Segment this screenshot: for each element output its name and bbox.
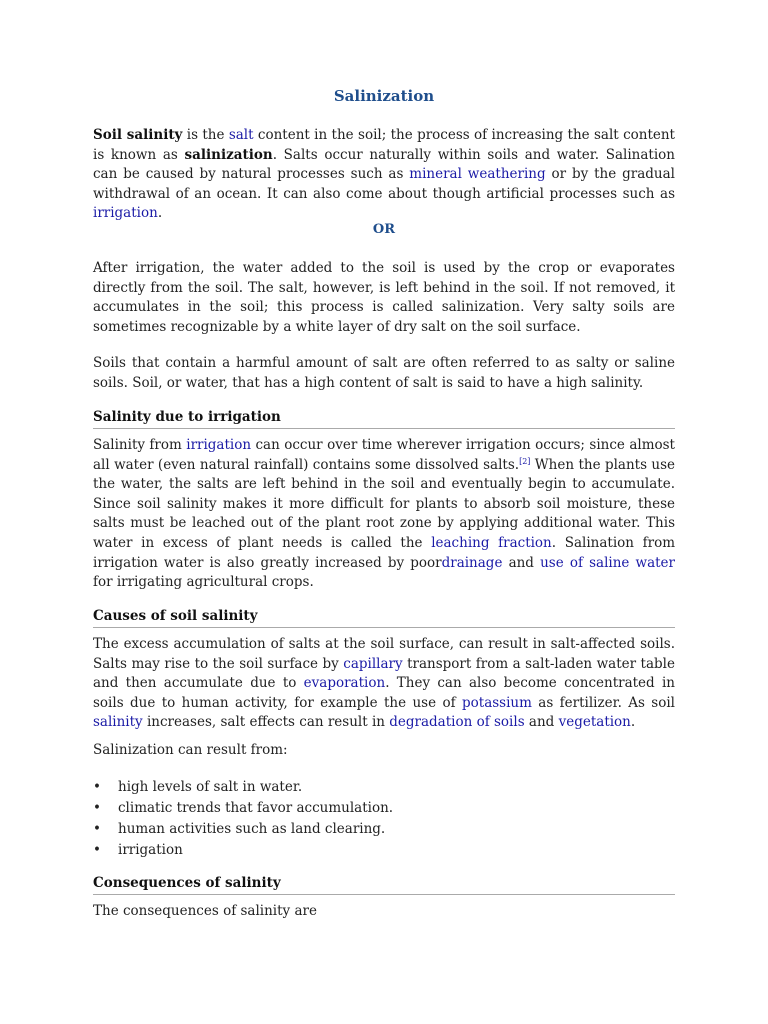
link-irrigation[interactable]: irrigation	[186, 437, 252, 453]
link-mineral-weathering[interactable]: mineral weathering	[409, 166, 546, 183]
link-capillary[interactable]: capillary	[343, 655, 403, 672]
irrigation-text: When the plants use the water, the salts are left behind in the soil and eventually begin to accumulate. Since soil salinity makes it more difficult for plants to absorb soil moisture, these salts must be leached out of the plant root zone by applying additional water. This water in excess of plant needs is called the	[93, 456, 676, 551]
link-salt[interactable]: salt	[228, 127, 254, 143]
link-leaching-fraction[interactable]: leaching fraction	[431, 534, 552, 551]
list-item: • irrigation	[93, 841, 393, 862]
reference-link[interactable]: [2]	[519, 456, 531, 466]
heading-consequences: Consequences of salinity	[93, 874, 675, 895]
link-saline-water[interactable]: use of saline water	[540, 554, 675, 571]
link-irrigation[interactable]: irrigation	[93, 205, 158, 222]
link-drainage[interactable]: drainage	[441, 554, 503, 571]
irrigation-text: Salinity from	[93, 437, 187, 453]
irrigation-text: for irrigating agricultural crops.	[93, 574, 314, 591]
intro-text: or by the gradual withdrawal of an ocean. It can also come about though artificial processes such as	[93, 166, 675, 202]
list-item: • human activities such as land clearing.	[93, 820, 393, 841]
irrigation-paragraph	[93, 436, 675, 593]
link-vegetation[interactable]: vegetation	[558, 714, 631, 731]
link-salinity[interactable]: salinity	[93, 714, 143, 731]
page-title: Salinization	[333, 87, 435, 105]
link-evaporation[interactable]: evaporation	[303, 675, 386, 692]
or-separator: OR	[372, 222, 396, 237]
causes-text: .	[630, 714, 636, 731]
intro-text: .	[157, 205, 163, 222]
causes-text: as fertilizer. As soil	[531, 694, 676, 711]
result-intro: Salinization can result from:	[93, 742, 288, 758]
term-salinization: salinization	[184, 146, 273, 163]
link-potassium[interactable]: potassium	[462, 694, 532, 711]
list-item: • climatic trends that favor accumulation.	[93, 799, 393, 820]
consequences-intro: The consequences of salinity are	[93, 903, 317, 919]
term-soil-salinity: Soil salinity	[93, 127, 183, 143]
intro-text: content in the soil; the process of increasing the salt content is known as	[93, 127, 675, 163]
intro-text: is the	[182, 127, 229, 143]
causes-text: transport from a salt-laden water table and then accumulate due to	[93, 655, 675, 692]
heading-salinity-irrigation: Salinity due to irrigation	[93, 408, 675, 429]
irrigation-text: and	[502, 554, 541, 571]
causes-paragraph	[93, 635, 675, 733]
heading-causes: Causes of soil salinity	[93, 607, 675, 628]
causes-text: The excess accumulation of salts at the soil surface, can result in salt-affected soils. Salts may rise to the soil surface by	[93, 636, 675, 672]
after-irrigation-paragraph: After irrigation, the water added to the soil is used by the crop or evaporates directly from the soil. The salt, however, is left behind in the soil. If not removed, it accumulates in the soil; this process is called salinization. Very salty soils are sometimes recognizable by a white layer of dry salt on the soil surface.	[93, 260, 675, 335]
list-item: • high levels of salt in water.	[93, 778, 393, 799]
irrigation-text: can occur over time wherever irrigation occurs; since almost all water (even natural rainfall) contains some dissolved salts.	[93, 437, 675, 473]
causes-text: and	[524, 714, 559, 731]
saline-soils-paragraph: Soils that contain a harmful amount of salt are often referred to as salty or saline soils. Soil, or water, that has a high content of salt is said to have a high salinity.	[93, 355, 675, 391]
intro-text: . Salts occur naturally within soils and water. Salination can be caused by natural processes such as	[93, 146, 675, 183]
causes-text: increases, salt effects can result in	[142, 714, 390, 731]
intro-paragraph	[93, 126, 675, 224]
link-degradation-of-soils[interactable]: degradation of soils	[389, 714, 525, 731]
result-list	[93, 778, 393, 862]
causes-text: . They can also become concentrated in soils due to human activity, for example the use of	[93, 675, 675, 711]
irrigation-text: . Salination from irrigation water is also greatly increased by poor	[93, 534, 676, 571]
